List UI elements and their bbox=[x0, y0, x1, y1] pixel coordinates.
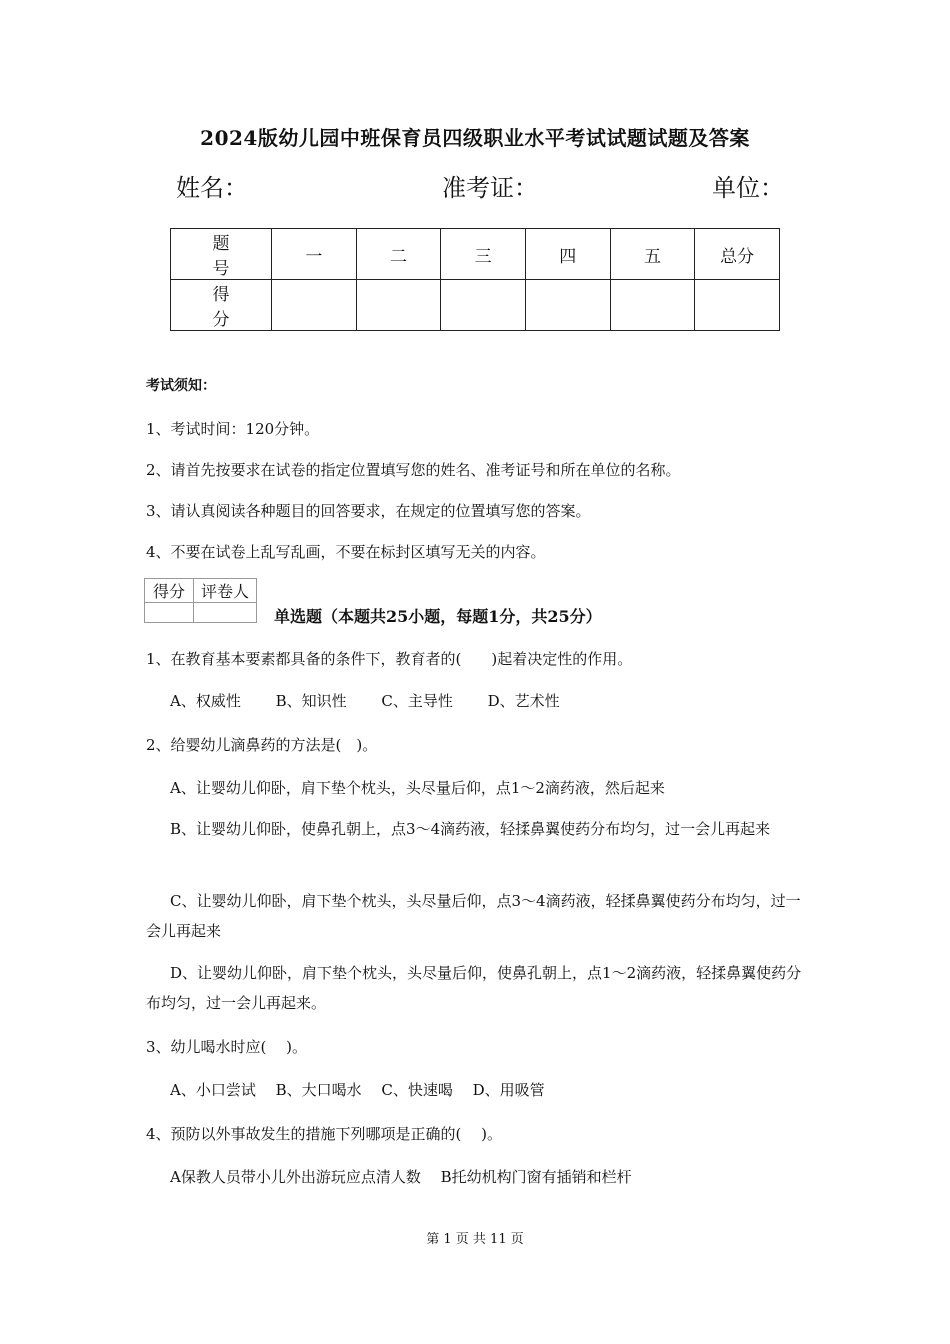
question-2-option-c: C、让婴幼儿仰卧，肩下垫个枕头，头尽量后仰，点3～4滴药液，轻揉鼻翼使药分布均匀，过一会儿再起来 bbox=[146, 892, 801, 940]
question-2-option-a: A、让婴幼儿仰卧，肩下垫个枕头，头尽量后仰，点1～2滴药液，然后起来 bbox=[170, 779, 665, 797]
question-4-options: A保教人员带小儿外出游玩应点清人数 B托幼机构门窗有插销和栏杆 bbox=[170, 1168, 632, 1186]
score-entry-cell[interactable] bbox=[695, 280, 780, 331]
notice-heading: 考试须知： bbox=[146, 378, 216, 394]
grader-name-cell[interactable] bbox=[194, 603, 257, 623]
unit-label: 单位： bbox=[712, 174, 784, 202]
page-title: 2024版幼儿园中班保育员四级职业水平考试试题试题及答案 bbox=[200, 126, 750, 150]
score-entry-cell[interactable] bbox=[356, 280, 441, 331]
score-row-label: 得 分 bbox=[171, 280, 272, 331]
score-table-score-row bbox=[171, 280, 780, 331]
score-entry-cell[interactable] bbox=[525, 280, 610, 331]
score-table-cell: 四 bbox=[525, 229, 610, 280]
score-entry-cell[interactable] bbox=[610, 280, 695, 331]
question-3-options: A、小口尝试 B、大口喝水 C、快速喝 D、用吸管 bbox=[170, 1081, 545, 1099]
score-table-cell: 题 号 bbox=[171, 229, 272, 280]
page-footer: 第 1 页 共 11 页 bbox=[426, 1232, 524, 1247]
question-4: 4、预防以外事故发生的措施下列哪项是正确的( )。 bbox=[146, 1125, 503, 1143]
question-2: 2、给婴幼儿滴鼻药的方法是( )。 bbox=[146, 736, 378, 754]
score-table-header-row bbox=[171, 229, 780, 280]
notice-item: 2、请首先按要求在试卷的指定位置填写您的姓名、准考证号和所在单位的名称。 bbox=[146, 461, 681, 479]
score-table-cell: 二 bbox=[356, 229, 441, 280]
notice-item: 1、考试时间：120分钟。 bbox=[146, 420, 320, 438]
grader-score-label: 得分 bbox=[145, 579, 194, 603]
question-1: 1、在教育基本要素都具备的条件下，教育者的( )起着决定性的作用。 bbox=[146, 650, 633, 668]
exam-id-label: 准考证： bbox=[442, 174, 538, 202]
score-table-cell: 三 bbox=[441, 229, 526, 280]
score-table-cell: 一 bbox=[272, 229, 357, 280]
question-1-options: A、权威性 B、知识性 C、主导性 D、艺术性 bbox=[170, 692, 560, 710]
score-entry-cell[interactable] bbox=[441, 280, 526, 331]
section-title: 单选题（本题共25小题，每题1分，共25分） bbox=[274, 607, 602, 626]
question-2-option-d: D、让婴幼儿仰卧，肩下垫个枕头，头尽量后仰，使鼻孔朝上，点1～2滴药液，轻揉鼻翼使药分布均匀，过一会儿再起来。 bbox=[146, 964, 802, 1012]
grader-box bbox=[144, 578, 257, 623]
score-table-cell: 总分 bbox=[695, 229, 780, 280]
notice-item: 3、请认真阅读各种题目的回答要求，在规定的位置填写您的答案。 bbox=[146, 502, 591, 520]
score-table bbox=[170, 228, 780, 331]
notice-item: 4、不要在试卷上乱写乱画，不要在标封区填写无关的内容。 bbox=[146, 543, 546, 561]
score-entry-cell[interactable] bbox=[272, 280, 357, 331]
grader-name-label: 评卷人 bbox=[194, 579, 257, 603]
score-table-cell: 五 bbox=[610, 229, 695, 280]
name-label: 姓名： bbox=[176, 174, 248, 202]
question-3: 3、幼儿喝水时应( )。 bbox=[146, 1038, 308, 1056]
grader-score-cell[interactable] bbox=[145, 603, 194, 623]
question-2-option-b: B、让婴幼儿仰卧，使鼻孔朝上，点3～4滴药液，轻揉鼻翼使药分布均匀，过一会儿再起来 bbox=[170, 820, 771, 838]
